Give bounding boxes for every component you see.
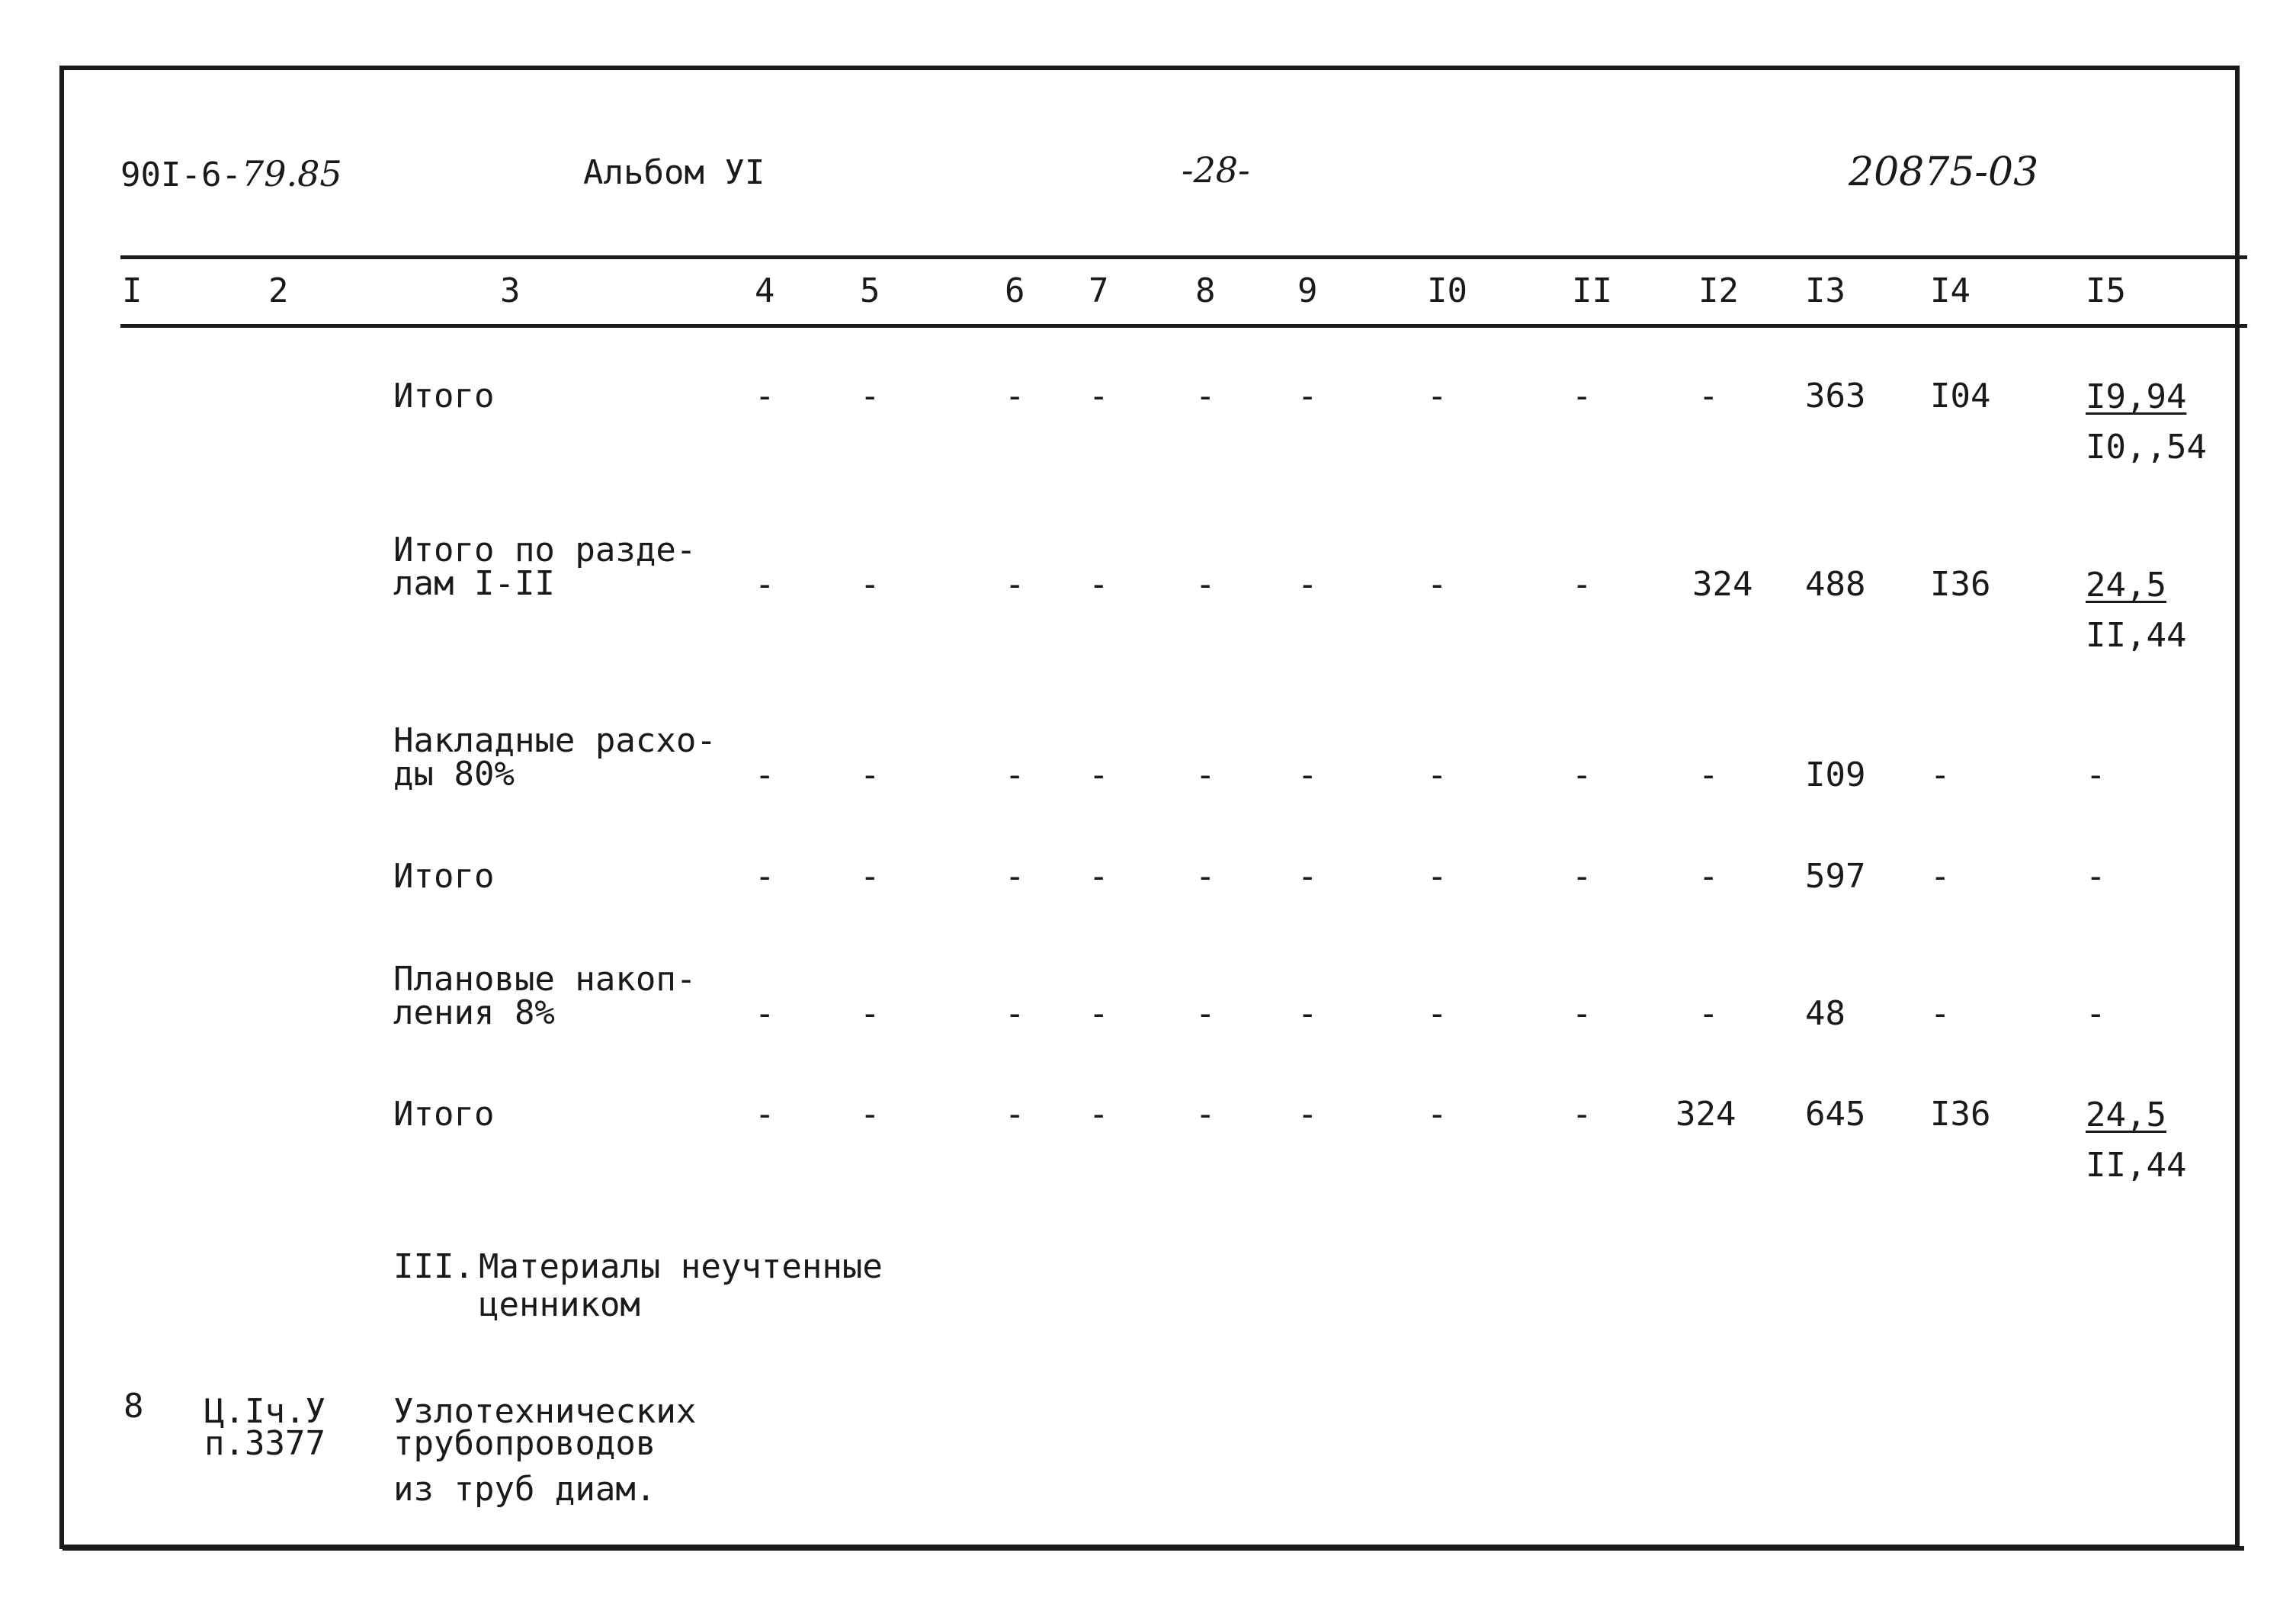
row-1-c15 xyxy=(2086,372,2207,473)
row-2-c5: - xyxy=(860,565,880,604)
row-1-c7: - xyxy=(1089,377,1109,415)
row-6-c14: I36 xyxy=(1930,1095,1991,1134)
col-header-10: I0 xyxy=(1427,271,1467,310)
col-header-4: 4 xyxy=(755,271,775,310)
item-number: 8 xyxy=(123,1387,144,1426)
row-5-c14: - xyxy=(1930,994,1951,1033)
row-5-c12: - xyxy=(1698,994,1719,1033)
row-2-c9: - xyxy=(1297,565,1318,604)
row-2-c10: - xyxy=(1427,565,1448,604)
col-header-13: I3 xyxy=(1805,271,1845,310)
row-5-label-line2: ления 8% xyxy=(393,993,555,1032)
row-5-c10: - xyxy=(1427,994,1448,1033)
row-4-c8: - xyxy=(1195,857,1216,896)
document-reference: 20875-03 xyxy=(1849,149,2039,195)
row-6-label: Итого xyxy=(393,1095,495,1134)
row-6-c6: - xyxy=(1005,1095,1025,1134)
row-3-c13: I09 xyxy=(1805,755,1866,794)
row-4-c4: - xyxy=(755,857,775,896)
row-3-label-line2: ды 80% xyxy=(393,755,515,794)
row-5-c11: - xyxy=(1572,994,1592,1033)
row-6-c9: - xyxy=(1297,1095,1318,1134)
row-1-c10: - xyxy=(1427,377,1448,415)
row-3-c11: - xyxy=(1572,755,1592,794)
row-1-c14: I04 xyxy=(1930,377,1991,415)
row-6-c13: 645 xyxy=(1805,1095,1866,1134)
page-frame xyxy=(59,66,2240,1549)
row-4-c9: - xyxy=(1297,857,1318,896)
col-header-8: 8 xyxy=(1195,271,1216,310)
row-2-c6: - xyxy=(1005,565,1025,604)
row-1-c9: - xyxy=(1297,377,1318,415)
row-4-label: Итого xyxy=(393,857,495,896)
row-6-c7: - xyxy=(1089,1095,1109,1134)
row-4-c12: - xyxy=(1698,857,1719,896)
header-rule-bottom xyxy=(120,324,2247,328)
row-1-c6: - xyxy=(1005,377,1025,415)
col-header-15: I5 xyxy=(2086,271,2126,310)
header-rule-top xyxy=(120,255,2247,259)
row-6-c4: - xyxy=(755,1095,775,1134)
row-3-c5: - xyxy=(860,755,880,794)
row-2-c7: - xyxy=(1089,565,1109,604)
col-header-3: 3 xyxy=(500,271,521,310)
section-title-line2: ценником xyxy=(479,1285,640,1324)
row-2-label-line1: Итого по разде- xyxy=(393,531,697,569)
row-2-c15-denominator: II,44 xyxy=(2086,616,2187,655)
frame-shadow xyxy=(63,1546,2244,1551)
section-title-line1: Материалы неучтенные xyxy=(479,1247,883,1286)
row-3-c10: - xyxy=(1427,755,1448,794)
row-2-c11: - xyxy=(1572,565,1592,604)
row-4-c6: - xyxy=(1005,857,1025,896)
col-header-9: 9 xyxy=(1297,271,1318,310)
row-2-c4: - xyxy=(755,565,775,604)
row-4-c10: - xyxy=(1427,857,1448,896)
row-4-c11: - xyxy=(1572,857,1592,896)
doc-code: 90I-6-79.85 xyxy=(120,153,342,194)
row-6-c8: - xyxy=(1195,1095,1216,1134)
row-3-c6: - xyxy=(1005,755,1025,794)
row-1-c15-numerator: I9,94 xyxy=(2086,377,2187,416)
item-desc-line2: трубопроводов xyxy=(393,1424,656,1463)
row-3-c7: - xyxy=(1089,755,1109,794)
row-2-c15-numerator: 24,5 xyxy=(2086,566,2166,605)
col-header-7: 7 xyxy=(1089,271,1109,310)
row-3-c8: - xyxy=(1195,755,1216,794)
row-1-c11: - xyxy=(1572,377,1592,415)
row-3-c4: - xyxy=(755,755,775,794)
row-1-c13: 363 xyxy=(1805,377,1866,415)
col-header-1: I xyxy=(122,271,143,310)
col-header-5: 5 xyxy=(860,271,880,310)
row-2-label-line2: лам I-II xyxy=(393,564,555,603)
row-2-c14: I36 xyxy=(1930,565,1991,604)
page-number: -28- xyxy=(1182,149,1250,191)
row-2-c12: 324 xyxy=(1692,565,1753,604)
section-numeral: III. xyxy=(393,1247,474,1286)
row-3-c12: - xyxy=(1698,755,1719,794)
row-3-label-line1: Накладные расхо- xyxy=(393,721,717,760)
row-5-c13: 48 xyxy=(1805,994,1845,1033)
row-3-c15: - xyxy=(2086,755,2106,794)
row-5-label-line1: Плановые накоп- xyxy=(393,960,697,999)
row-3-c14: - xyxy=(1930,755,1951,794)
row-5-c7: - xyxy=(1089,994,1109,1033)
row-5-c5: - xyxy=(860,994,880,1033)
row-1-c5: - xyxy=(860,377,880,415)
doc-code-handwritten: 79.85 xyxy=(241,153,342,194)
row-4-c5: - xyxy=(860,857,880,896)
row-4-c7: - xyxy=(1089,857,1109,896)
item-desc-line3: из труб диам. xyxy=(393,1470,656,1509)
item-ref-line2: п.3377 xyxy=(204,1424,325,1463)
col-header-2: 2 xyxy=(268,271,289,310)
row-5-c15: - xyxy=(2086,994,2106,1033)
row-6-c5: - xyxy=(860,1095,880,1134)
row-5-c6: - xyxy=(1005,994,1025,1033)
row-6-c15-denominator: II,44 xyxy=(2086,1146,2187,1185)
album-title: Альбом УI xyxy=(583,153,765,192)
row-5-c8: - xyxy=(1195,994,1216,1033)
row-4-c15: - xyxy=(2086,857,2106,896)
row-2-c13: 488 xyxy=(1805,565,1866,604)
row-6-c11: - xyxy=(1572,1095,1592,1134)
row-1-c15-denominator: I0,,54 xyxy=(2086,428,2207,467)
col-header-14: I4 xyxy=(1930,271,1971,310)
row-1-c8: - xyxy=(1195,377,1216,415)
item-ref-line1: Ц.Iч.У xyxy=(204,1392,325,1431)
row-1-label: Итого xyxy=(393,377,495,415)
row-1-c12: - xyxy=(1698,377,1719,415)
row-2-c8: - xyxy=(1195,565,1216,604)
row-5-c4: - xyxy=(755,994,775,1033)
row-5-c9: - xyxy=(1297,994,1318,1033)
row-3-c9: - xyxy=(1297,755,1318,794)
row-1-c4: - xyxy=(755,377,775,415)
col-header-12: I2 xyxy=(1698,271,1739,310)
row-6-c10: - xyxy=(1427,1095,1448,1134)
row-2-c15 xyxy=(2086,560,2186,661)
row-4-c14: - xyxy=(1930,857,1951,896)
col-header-11: II xyxy=(1572,271,1612,310)
item-desc-line1: Узлотехнических xyxy=(393,1392,697,1431)
row-6-c15 xyxy=(2086,1090,2186,1191)
row-4-c13: 597 xyxy=(1805,857,1866,896)
row-6-c12: 324 xyxy=(1676,1095,1736,1134)
col-header-6: 6 xyxy=(1005,271,1025,310)
row-6-c15-numerator: 24,5 xyxy=(2086,1096,2166,1134)
